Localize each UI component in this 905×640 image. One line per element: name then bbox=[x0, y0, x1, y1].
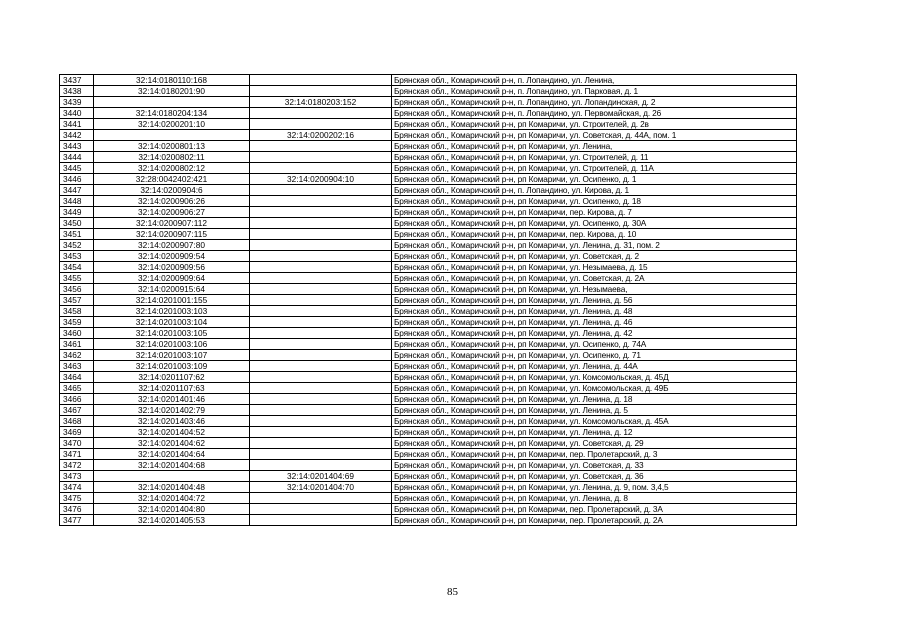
row-number-cell: 3459 bbox=[60, 317, 94, 328]
secondary-cadastral-number-cell bbox=[250, 251, 392, 262]
row-number-cell: 3452 bbox=[60, 240, 94, 251]
cadastral-number-cell: 32:14:0200801:13 bbox=[94, 141, 250, 152]
table-row bbox=[60, 218, 797, 229]
address-cell: Брянская обл., Комаричский р-н, рп Комаричи, ул. Комсомольская, д. 45Д bbox=[392, 372, 797, 383]
table-row bbox=[60, 86, 797, 97]
secondary-cadastral-number-cell bbox=[250, 394, 392, 405]
cadastral-number-cell: 32:14:0180110:168 bbox=[94, 75, 250, 86]
cadastral-number-cell: 32:14:0201404:72 bbox=[94, 493, 250, 504]
secondary-cadastral-number-cell: 32:14:0180203:152 bbox=[250, 97, 392, 108]
row-number-cell: 3461 bbox=[60, 339, 94, 350]
address-cell: Брянская обл., Комаричский р-н, рп Комаричи, ул. Ленина, д. 56 bbox=[392, 295, 797, 306]
secondary-cadastral-number-cell bbox=[250, 218, 392, 229]
address-cell: Брянская обл., Комаричский р-н, рп Комаричи, ул. Незымаева, д. 15 bbox=[392, 262, 797, 273]
row-number-cell: 3473 bbox=[60, 471, 94, 482]
address-cell: Брянская обл., Комаричский р-н, рп Комаричи, ул. Осипенко, д. 71 bbox=[392, 350, 797, 361]
row-number-cell: 3447 bbox=[60, 185, 94, 196]
address-cell: Брянская обл., Комаричский р-н, рп Комаричи, ул. Ленина, д. 31, пом. 2 bbox=[392, 240, 797, 251]
cadastral-number-cell: 32:14:0201404:68 bbox=[94, 460, 250, 471]
address-cell: Брянская обл., Комаричский р-н, рп Комаричи, ул. Ленина, д. 44А bbox=[392, 361, 797, 372]
cadastral-number-cell: 32:14:0201003:103 bbox=[94, 306, 250, 317]
address-cell: Брянская обл., Комаричский р-н, рп Комаричи, пер. Пролетарский, д. 3А bbox=[392, 504, 797, 515]
table-row bbox=[60, 141, 797, 152]
cadastral-number-cell: 32:14:0200907:80 bbox=[94, 240, 250, 251]
secondary-cadastral-number-cell bbox=[250, 361, 392, 372]
row-number-cell: 3468 bbox=[60, 416, 94, 427]
secondary-cadastral-number-cell bbox=[250, 196, 392, 207]
table-row bbox=[60, 97, 797, 108]
address-cell: Брянская обл., Комаричский р-н, рп Комаричи, ул. Строителей, д. 11 bbox=[392, 152, 797, 163]
address-cell: Брянская обл., Комаричский р-н, рп Комаричи, пер. Кирова, д. 10 bbox=[392, 229, 797, 240]
address-cell: Брянская обл., Комаричский р-н, п. Лопандино, ул. Первомайская, д. 26 bbox=[392, 108, 797, 119]
cadastral-number-cell: 32:14:0201003:104 bbox=[94, 317, 250, 328]
table-row bbox=[60, 229, 797, 240]
secondary-cadastral-number-cell bbox=[250, 460, 392, 471]
row-number-cell: 3469 bbox=[60, 427, 94, 438]
row-number-cell: 3437 bbox=[60, 75, 94, 86]
secondary-cadastral-number-cell bbox=[250, 504, 392, 515]
address-cell: Брянская обл., Комаричский р-н, п. Лопандино, ул. Ленина, bbox=[392, 75, 797, 86]
row-number-cell: 3477 bbox=[60, 515, 94, 526]
cadastral-number-cell: 32:14:0201107:62 bbox=[94, 372, 250, 383]
cadastral-number-cell: 32:14:0200904:6 bbox=[94, 185, 250, 196]
table-row bbox=[60, 482, 797, 493]
secondary-cadastral-number-cell bbox=[250, 427, 392, 438]
row-number-cell: 3453 bbox=[60, 251, 94, 262]
cadastral-number-cell: 32:14:0201405:53 bbox=[94, 515, 250, 526]
table-row bbox=[60, 240, 797, 251]
table-row bbox=[60, 383, 797, 394]
secondary-cadastral-number-cell bbox=[250, 515, 392, 526]
table-row bbox=[60, 372, 797, 383]
table-row bbox=[60, 317, 797, 328]
table-row bbox=[60, 306, 797, 317]
secondary-cadastral-number-cell bbox=[250, 306, 392, 317]
table-row bbox=[60, 449, 797, 460]
row-number-cell: 3458 bbox=[60, 306, 94, 317]
secondary-cadastral-number-cell bbox=[250, 229, 392, 240]
row-number-cell: 3448 bbox=[60, 196, 94, 207]
cadastral-number-cell: 32:14:0201001:155 bbox=[94, 295, 250, 306]
address-cell: Брянская обл., Комаричский р-н, п. Лопандино, ул. Лопандинская, д. 2 bbox=[392, 97, 797, 108]
address-cell: Брянская обл., Комаричский р-н, рп Комаричи, ул. Осипенко, д. 1 bbox=[392, 174, 797, 185]
table-row bbox=[60, 328, 797, 339]
address-cell: Брянская обл., Комаричский р-н, рп Комаричи, ул. Осипенко, д. 18 bbox=[392, 196, 797, 207]
secondary-cadastral-number-cell bbox=[250, 75, 392, 86]
row-number-cell: 3462 bbox=[60, 350, 94, 361]
secondary-cadastral-number-cell: 32:14:0200904:10 bbox=[250, 174, 392, 185]
secondary-cadastral-number-cell bbox=[250, 163, 392, 174]
table-row bbox=[60, 251, 797, 262]
table-row bbox=[60, 493, 797, 504]
secondary-cadastral-number-cell bbox=[250, 240, 392, 251]
row-number-cell: 3472 bbox=[60, 460, 94, 471]
secondary-cadastral-number-cell bbox=[250, 416, 392, 427]
registry-table-body bbox=[60, 75, 797, 526]
row-number-cell: 3463 bbox=[60, 361, 94, 372]
cadastral-number-cell: 32:14:0201404:80 bbox=[94, 504, 250, 515]
address-cell: Брянская обл., Комаричский р-н, рп Комаричи, ул. Советская, д. 44А, пом. 1 bbox=[392, 130, 797, 141]
cadastral-number-cell: 32:14:0201403:46 bbox=[94, 416, 250, 427]
row-number-cell: 3449 bbox=[60, 207, 94, 218]
cadastral-number-cell: 32:14:0200907:115 bbox=[94, 229, 250, 240]
secondary-cadastral-number-cell bbox=[250, 295, 392, 306]
table-row bbox=[60, 174, 797, 185]
address-cell: Брянская обл., Комаричский р-н, рп Комаричи, ул. Ленина, д. 8 bbox=[392, 493, 797, 504]
row-number-cell: 3456 bbox=[60, 284, 94, 295]
secondary-cadastral-number-cell bbox=[250, 119, 392, 130]
secondary-cadastral-number-cell: 32:14:0201404:69 bbox=[250, 471, 392, 482]
row-number-cell: 3466 bbox=[60, 394, 94, 405]
cadastral-number-cell: 32:14:0200906:26 bbox=[94, 196, 250, 207]
address-cell: Брянская обл., Комаричский р-н, рп Комаричи, ул. Ленина, д. 42 bbox=[392, 328, 797, 339]
address-cell: Брянская обл., Комаричский р-н, рп Комаричи, ул. Ленина, д. 5 bbox=[392, 405, 797, 416]
cadastral-number-cell: 32:14:0201003:105 bbox=[94, 328, 250, 339]
address-cell: Брянская обл., Комаричский р-н, п. Лопандино, ул. Кирова, д. 1 bbox=[392, 185, 797, 196]
row-number-cell: 3460 bbox=[60, 328, 94, 339]
row-number-cell: 3442 bbox=[60, 130, 94, 141]
cadastral-number-cell: 32:14:0200906:27 bbox=[94, 207, 250, 218]
table-row bbox=[60, 427, 797, 438]
address-cell: Брянская обл., Комаричский р-н, рп Комаричи, ул. Ленина, д. 46 bbox=[392, 317, 797, 328]
row-number-cell: 3451 bbox=[60, 229, 94, 240]
table-row bbox=[60, 515, 797, 526]
row-number-cell: 3455 bbox=[60, 273, 94, 284]
row-number-cell: 3471 bbox=[60, 449, 94, 460]
row-number-cell: 3465 bbox=[60, 383, 94, 394]
cadastral-number-cell bbox=[94, 97, 250, 108]
table-row bbox=[60, 471, 797, 482]
cadastral-number-cell: 32:28:0042402:421 bbox=[94, 174, 250, 185]
cadastral-number-cell: 32:14:0200802:12 bbox=[94, 163, 250, 174]
secondary-cadastral-number-cell bbox=[250, 108, 392, 119]
secondary-cadastral-number-cell bbox=[250, 328, 392, 339]
row-number-cell: 3467 bbox=[60, 405, 94, 416]
cadastral-number-cell: 32:14:0201003:109 bbox=[94, 361, 250, 372]
table-row bbox=[60, 295, 797, 306]
secondary-cadastral-number-cell bbox=[250, 207, 392, 218]
table-row bbox=[60, 108, 797, 119]
secondary-cadastral-number-cell bbox=[250, 438, 392, 449]
address-cell: Брянская обл., Комаричский р-н, рп Комаричи, ул. Советская, д. 2А bbox=[392, 273, 797, 284]
address-cell: Брянская обл., Комаричский р-н, рп Комаричи, ул. Ленина, д. 12 bbox=[392, 427, 797, 438]
table-row bbox=[60, 405, 797, 416]
cadastral-number-cell: 32:14:0200909:54 bbox=[94, 251, 250, 262]
row-number-cell: 3440 bbox=[60, 108, 94, 119]
secondary-cadastral-number-cell bbox=[250, 185, 392, 196]
address-cell: Брянская обл., Комаричский р-н, п. Лопандино, ул. Парковая, д. 1 bbox=[392, 86, 797, 97]
secondary-cadastral-number-cell bbox=[250, 383, 392, 394]
table-row bbox=[60, 361, 797, 372]
secondary-cadastral-number-cell bbox=[250, 493, 392, 504]
table-row bbox=[60, 284, 797, 295]
table-row bbox=[60, 504, 797, 515]
row-number-cell: 3464 bbox=[60, 372, 94, 383]
row-number-cell: 3441 bbox=[60, 119, 94, 130]
secondary-cadastral-number-cell bbox=[250, 449, 392, 460]
address-cell: Брянская обл., Комаричский р-н, рп Комаричи, ул. Осипенко, д. 74А bbox=[392, 339, 797, 350]
cadastral-number-cell bbox=[94, 130, 250, 141]
address-cell: Брянская обл., Комаричский р-н, рп Комаричи, ул. Советская, д. 2 bbox=[392, 251, 797, 262]
address-cell: Брянская обл., Комаричский р-н, рп Комаричи, пер. Кирова, д. 7 bbox=[392, 207, 797, 218]
table-row bbox=[60, 262, 797, 273]
secondary-cadastral-number-cell bbox=[250, 405, 392, 416]
table-row bbox=[60, 196, 797, 207]
cadastral-number-cell: 32:14:0201003:107 bbox=[94, 350, 250, 361]
property-registry-table bbox=[59, 74, 797, 526]
row-number-cell: 3439 bbox=[60, 97, 94, 108]
row-number-cell: 3443 bbox=[60, 141, 94, 152]
secondary-cadastral-number-cell bbox=[250, 273, 392, 284]
table-row bbox=[60, 185, 797, 196]
row-number-cell: 3474 bbox=[60, 482, 94, 493]
table-row bbox=[60, 207, 797, 218]
row-number-cell: 3457 bbox=[60, 295, 94, 306]
cadastral-number-cell bbox=[94, 471, 250, 482]
table-row bbox=[60, 350, 797, 361]
table-row bbox=[60, 394, 797, 405]
secondary-cadastral-number-cell bbox=[250, 152, 392, 163]
secondary-cadastral-number-cell bbox=[250, 262, 392, 273]
row-number-cell: 3470 bbox=[60, 438, 94, 449]
secondary-cadastral-number-cell bbox=[250, 317, 392, 328]
secondary-cadastral-number-cell: 32:14:0201404:70 bbox=[250, 482, 392, 493]
secondary-cadastral-number-cell bbox=[250, 141, 392, 152]
secondary-cadastral-number-cell bbox=[250, 372, 392, 383]
cadastral-number-cell: 32:14:0201402:79 bbox=[94, 405, 250, 416]
secondary-cadastral-number-cell: 32:14:0200202:16 bbox=[250, 130, 392, 141]
secondary-cadastral-number-cell bbox=[250, 284, 392, 295]
cadastral-number-cell: 32:14:0200909:64 bbox=[94, 273, 250, 284]
row-number-cell: 3454 bbox=[60, 262, 94, 273]
cadastral-number-cell: 32:14:0200201:10 bbox=[94, 119, 250, 130]
table-row bbox=[60, 339, 797, 350]
row-number-cell: 3475 bbox=[60, 493, 94, 504]
table-row bbox=[60, 163, 797, 174]
row-number-cell: 3476 bbox=[60, 504, 94, 515]
table-row bbox=[60, 273, 797, 284]
address-cell: Брянская обл., Комаричский р-н, рп Комаричи, ул. Советская, д. 33 bbox=[392, 460, 797, 471]
cadastral-number-cell: 32:14:0201404:48 bbox=[94, 482, 250, 493]
cadastral-number-cell: 32:14:0201003:106 bbox=[94, 339, 250, 350]
table-row bbox=[60, 119, 797, 130]
table-row bbox=[60, 130, 797, 141]
table-row bbox=[60, 460, 797, 471]
secondary-cadastral-number-cell bbox=[250, 339, 392, 350]
table-row bbox=[60, 152, 797, 163]
address-cell: Брянская обл., Комаричский р-н, рп Комаричи, ул. Осипенко, д. 30А bbox=[392, 218, 797, 229]
secondary-cadastral-number-cell bbox=[250, 350, 392, 361]
table-row bbox=[60, 75, 797, 86]
cadastral-number-cell: 32:14:0201107:63 bbox=[94, 383, 250, 394]
cadastral-number-cell: 32:14:0201404:62 bbox=[94, 438, 250, 449]
cadastral-number-cell: 32:14:0200907:112 bbox=[94, 218, 250, 229]
address-cell: Брянская обл., Комаричский р-н, рп Комаричи, ул. Ленина, bbox=[392, 141, 797, 152]
address-cell: Брянская обл., Комаричский р-н, рп Комаричи, ул. Строителей, д. 2в bbox=[392, 119, 797, 130]
cadastral-number-cell: 32:14:0201404:52 bbox=[94, 427, 250, 438]
address-cell: Брянская обл., Комаричский р-н, рп Комаричи, ул. Ленина, д. 18 bbox=[392, 394, 797, 405]
address-cell: Брянская обл., Комаричский р-н, рп Комаричи, ул. Строителей, д. 11А bbox=[392, 163, 797, 174]
row-number-cell: 3445 bbox=[60, 163, 94, 174]
row-number-cell: 3438 bbox=[60, 86, 94, 97]
secondary-cadastral-number-cell bbox=[250, 86, 392, 97]
row-number-cell: 3446 bbox=[60, 174, 94, 185]
cadastral-number-cell: 32:14:0200915:64 bbox=[94, 284, 250, 295]
address-cell: Брянская обл., Комаричский р-н, рп Комаричи, ул. Комсомольская, д. 49Б bbox=[392, 383, 797, 394]
table-row bbox=[60, 438, 797, 449]
cadastral-number-cell: 32:14:0200909:56 bbox=[94, 262, 250, 273]
address-cell: Брянская обл., Комаричский р-н, рп Комаричи, ул. Ленина, д. 48 bbox=[392, 306, 797, 317]
cadastral-number-cell: 32:14:0200802:11 bbox=[94, 152, 250, 163]
table-row bbox=[60, 416, 797, 427]
cadastral-number-cell: 32:14:0180201:90 bbox=[94, 86, 250, 97]
address-cell: Брянская обл., Комаричский р-н, рп Комаричи, ул. Советская, д. 36 bbox=[392, 471, 797, 482]
address-cell: Брянская обл., Комаричский р-н, рп Комаричи, ул. Незымаева, bbox=[392, 284, 797, 295]
row-number-cell: 3444 bbox=[60, 152, 94, 163]
page-number: 85 bbox=[447, 586, 458, 598]
address-cell: Брянская обл., Комаричский р-н, рп Комаричи, пер. Пролетарский, д. 3 bbox=[392, 449, 797, 460]
address-cell: Брянская обл., Комаричский р-н, рп Комаричи, пер. Пролетарский, д. 2А bbox=[392, 515, 797, 526]
address-cell: Брянская обл., Комаричский р-н, рп Комаричи, ул. Ленина, д. 9, пом. 3,4,5 bbox=[392, 482, 797, 493]
cadastral-number-cell: 32:14:0180204:134 bbox=[94, 108, 250, 119]
row-number-cell: 3450 bbox=[60, 218, 94, 229]
address-cell: Брянская обл., Комаричский р-н, рп Комаричи, ул. Комсомольская, д. 45А bbox=[392, 416, 797, 427]
cadastral-number-cell: 32:14:0201404:64 bbox=[94, 449, 250, 460]
address-cell: Брянская обл., Комаричский р-н, рп Комаричи, ул. Советская, д. 29 bbox=[392, 438, 797, 449]
cadastral-number-cell: 32:14:0201401:46 bbox=[94, 394, 250, 405]
